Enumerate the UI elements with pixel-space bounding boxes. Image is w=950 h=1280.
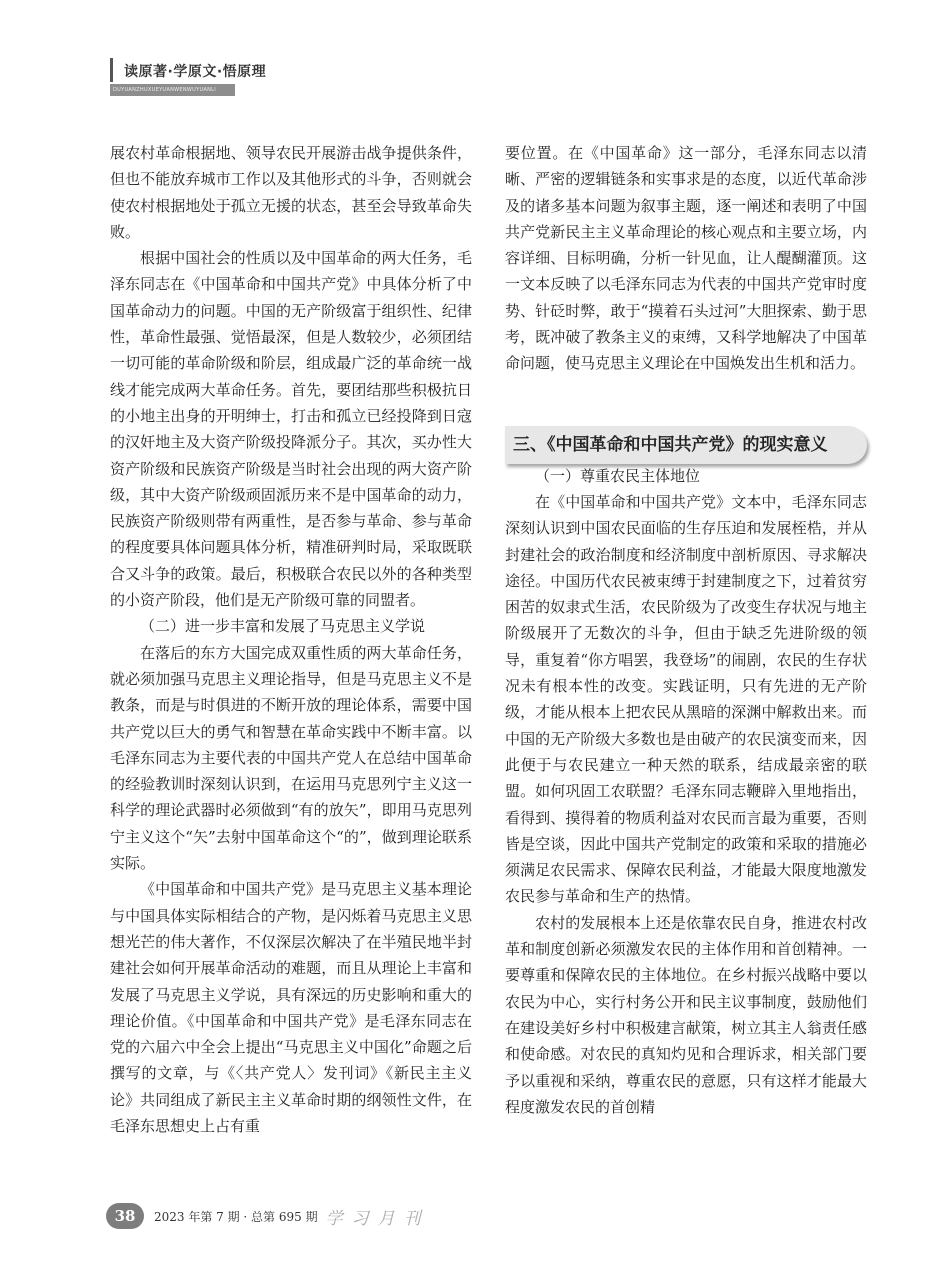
left-column: [110, 140, 472, 1139]
page-number: 38: [106, 1203, 144, 1229]
paragraph: 农村的发展根本上还是依靠农民自身，推进农村改革和制度创新必须激发农民的主体作用和首创精神。一要尊重和保障农民的主体地位。在乡村振兴战略中要以农民为中心，实行村务公开和民主议事制度，鼓励他们在建设美好乡村中积极建言献策，树立其主人翁责任感和使命感。对农民的真知灼见和合理诉求，相关部门要予以重视和采纳，尊重农民的意愿，只有这样才能最大程度激发农民的首创精: [505, 913, 867, 1116]
running-header-title: 读原著·学原文·悟原理: [124, 64, 267, 80]
right-column: [505, 140, 867, 1120]
subheading: （二）进一步丰富和发展了马克思主义学说: [140, 617, 426, 636]
page-footer: [106, 1201, 430, 1231]
paragraph: 《中国革命和中国共产党》是马克思主义基本理论与中国具体实际相结合的产物，是闪烁着马克思主义思想光芒的伟大著作，不仅深层次解决了在半殖民地半封建社会如何开展革命活动的难题，而且从理论上丰富和发展了马克思主义学说，具有深远的历史影响和重大的理论价值。《中国革命和中国共产党》是毛泽东同志在党的六届六中全会上提出“马克思主义中国化”命题之后撰写的文章，与《〈共产党人〉发刊词》《新民主主义论》共同组成了新民主主义革命时期的纲领性文件，在毛泽东思想史上占有重: [110, 880, 472, 1135]
paragraph: 展农村革命根据地、领导农民开展游击战争提供条件，但也不能放弃城市工作以及其他形式的斗争，否则就会使农村根据地处于孤立无援的状态，甚至会导致革命失败。: [110, 144, 472, 241]
paragraph: 在落后的东方大国完成双重性质的两大革命任务，就必须加强马克思主义理论指导，但是马克思主义不是教条，而是与时俱进的不断开放的理论体系，需要中国共产党以巨大的勇气和智慧在革命实践中不断丰富。以毛泽东同志为主要代表的中国共产党人在总结中国革命的经验教训时深刻认识到，在运用马克思列宁主义这一科学的理论武器时必须做到“有的放矢”，即用马克思列宁主义这个“矢”去射中国革命这个“的”，做到理论联系实际。: [110, 643, 472, 873]
paragraph: 要位置。在《中国革命》这一部分，毛泽东同志以清晰、严密的逻辑链条和实事求是的态度，以近代革命涉及的诸多基本问题为叙事主题，逐一阐述和表明了中国共产党新民主主义革命理论的核心观点和主要立场，内容详细、目标明确，分析一针见血，让人醍醐灌顶。这一文本反映了以毛泽东同志为代表的中国共产党审时度势、针砭时弊，敢于“摸着石头过河”大胆探索、勤于思考，既冲破了教条主义的束缚，又科学地解决了中国革命问题，使马克思主义理论在中国焕发出生机和活力。: [505, 144, 867, 373]
issue-info: 2023 年第 7 期 · 总第 695 期: [154, 1209, 318, 1224]
running-header-pinyin: DUYUANZHUXUEYUANWENWUYUANLI: [110, 84, 235, 96]
section-heading: 三、《中国革命和中国共产党》的现实意义: [505, 426, 867, 464]
paragraph: 根据中国社会的性质以及中国革命的两大任务，毛泽东同志在《中国革命和中国共产党》中具体分析了中国革命动力的问题。中国的无产阶级富于组织性、纪律性，革命性最强、觉悟最深，但是人数较少，必须团结一切可能的革命阶级和阶层，组成最广泛的革命统一战线才能完成两大革命任务。首先，要团结那些积极抗日的小地主出身的开明绅士，打击和孤立已经投降到日寇的汉奸地主及大资产阶级投降派分子。其次，买办性大资产阶级和民族资产阶级是当时社会出现的两大资产阶级，其中大资产阶级顽固派历来不是中国革命的动力，民族资产阶级则带有两重性，是否参与革命、参与革命的程度要具体问题具体分析，精准研判时局，采取既联合又斗争的政策。最后，积极联合农民以外的各种类型的小资产阶段，他们是无产阶级可靠的同盟者。: [110, 249, 472, 610]
paragraph: 在《中国革命和中国共产党》文本中，毛泽东同志深刻认识到中国农民面临的生存压迫和发展桎梏，并从封建社会的政治制度和经济制度中剖析原因、寻求解决途径。中国历代农民被束缚于封建制度之下，过着贫穷困苦的奴隶式生活，农民阶级为了改变生存状况与地主阶级展开了无数次的斗争，但由于缺乏先进阶级的领导，重复着“你方唱罢，我登场”的闹剧，农民的生存状况未有根本性的改变。实践证明，只有先进的无产阶级，才能从根本上把农民从黑暗的深渊中解救出来。而中国的无产阶级大多数也是由破产的农民演变而来，因此便于与农民建立一种天然的联系，结成最亲密的联盟。如何巩固工农联盟？毛泽东同志鞭辟入里地指出，看得到、摸得着的物质利益对农民而言最为重要，否则皆是空谈，因此中国共产党制定的政策和采取的措施必须满足农民需求、保障农民利益，才能最大限度地激发农民参与革命和生产的热情。: [505, 492, 867, 906]
journal-name: 学习月刊: [325, 1208, 430, 1229]
subheading: （一）尊重农民主体地位: [535, 466, 701, 485]
